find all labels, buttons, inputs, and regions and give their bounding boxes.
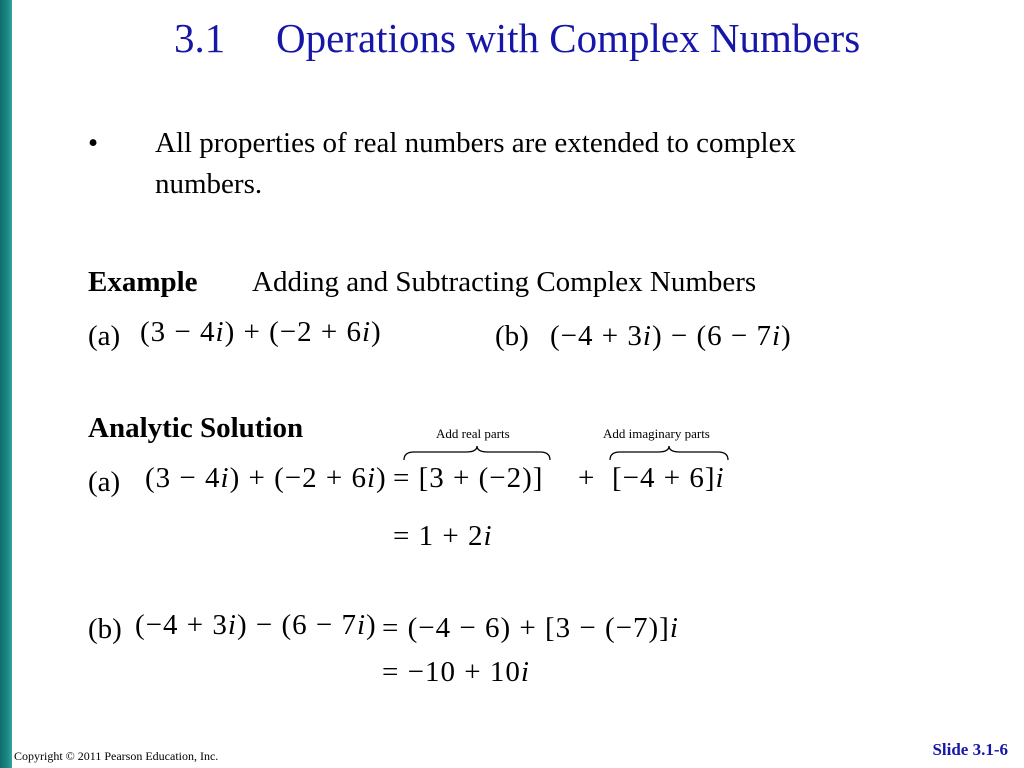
- solution-a-imag: [−4 + 6]i: [612, 462, 725, 494]
- note-imaginary-parts: Add imaginary parts: [603, 426, 710, 441]
- solution-b-result: = −10 + 10i: [382, 656, 530, 688]
- solution-a-result: = 1 + 2i: [393, 520, 493, 552]
- part-a-label: (a): [88, 320, 121, 352]
- bullet-line-1: All properties of real numbers are extended to complex: [155, 127, 796, 159]
- sidebar-accent-bar: [0, 0, 12, 768]
- solution-a-real: = [3 + (−2)]: [393, 462, 544, 494]
- solution-a-plus: +: [578, 462, 596, 494]
- bullet-line-2: numbers.: [155, 168, 263, 200]
- solution-a-lhs: (3 − 4i) + (−2 + 6i): [145, 462, 387, 494]
- solution-b-rhs: = (−4 − 6) + [3 − (−7)]i: [382, 612, 679, 644]
- solution-b-lhs: (−4 + 3i) − (6 − 7i): [135, 609, 377, 641]
- slide-number: Slide 3.1-6: [932, 740, 1008, 759]
- copyright-notice: Copyright © 2011 Pearson Education, Inc.: [14, 749, 219, 763]
- analytic-heading: Analytic Solution: [88, 412, 304, 444]
- bullet-marker: •: [88, 127, 99, 159]
- problem-a-expression: (3 − 4i) + (−2 + 6i): [140, 316, 382, 348]
- problem-b-expression: (−4 + 3i) − (6 − 7i): [550, 320, 792, 352]
- example-title: Adding and Subtracting Complex Numbers: [252, 266, 757, 298]
- solution-b-label: (b): [88, 613, 122, 645]
- part-b-label: (b): [495, 320, 529, 352]
- solution-a-label: (a): [88, 466, 121, 498]
- slide-title: [174, 14, 860, 62]
- example-label: Example: [88, 266, 198, 298]
- note-real-parts: Add real parts: [436, 426, 510, 441]
- real-parts-brace: [402, 444, 552, 462]
- title-text: Operations with Complex Numbers: [276, 15, 861, 61]
- title-number: 3.1: [174, 15, 226, 61]
- imaginary-parts-brace: [608, 444, 730, 462]
